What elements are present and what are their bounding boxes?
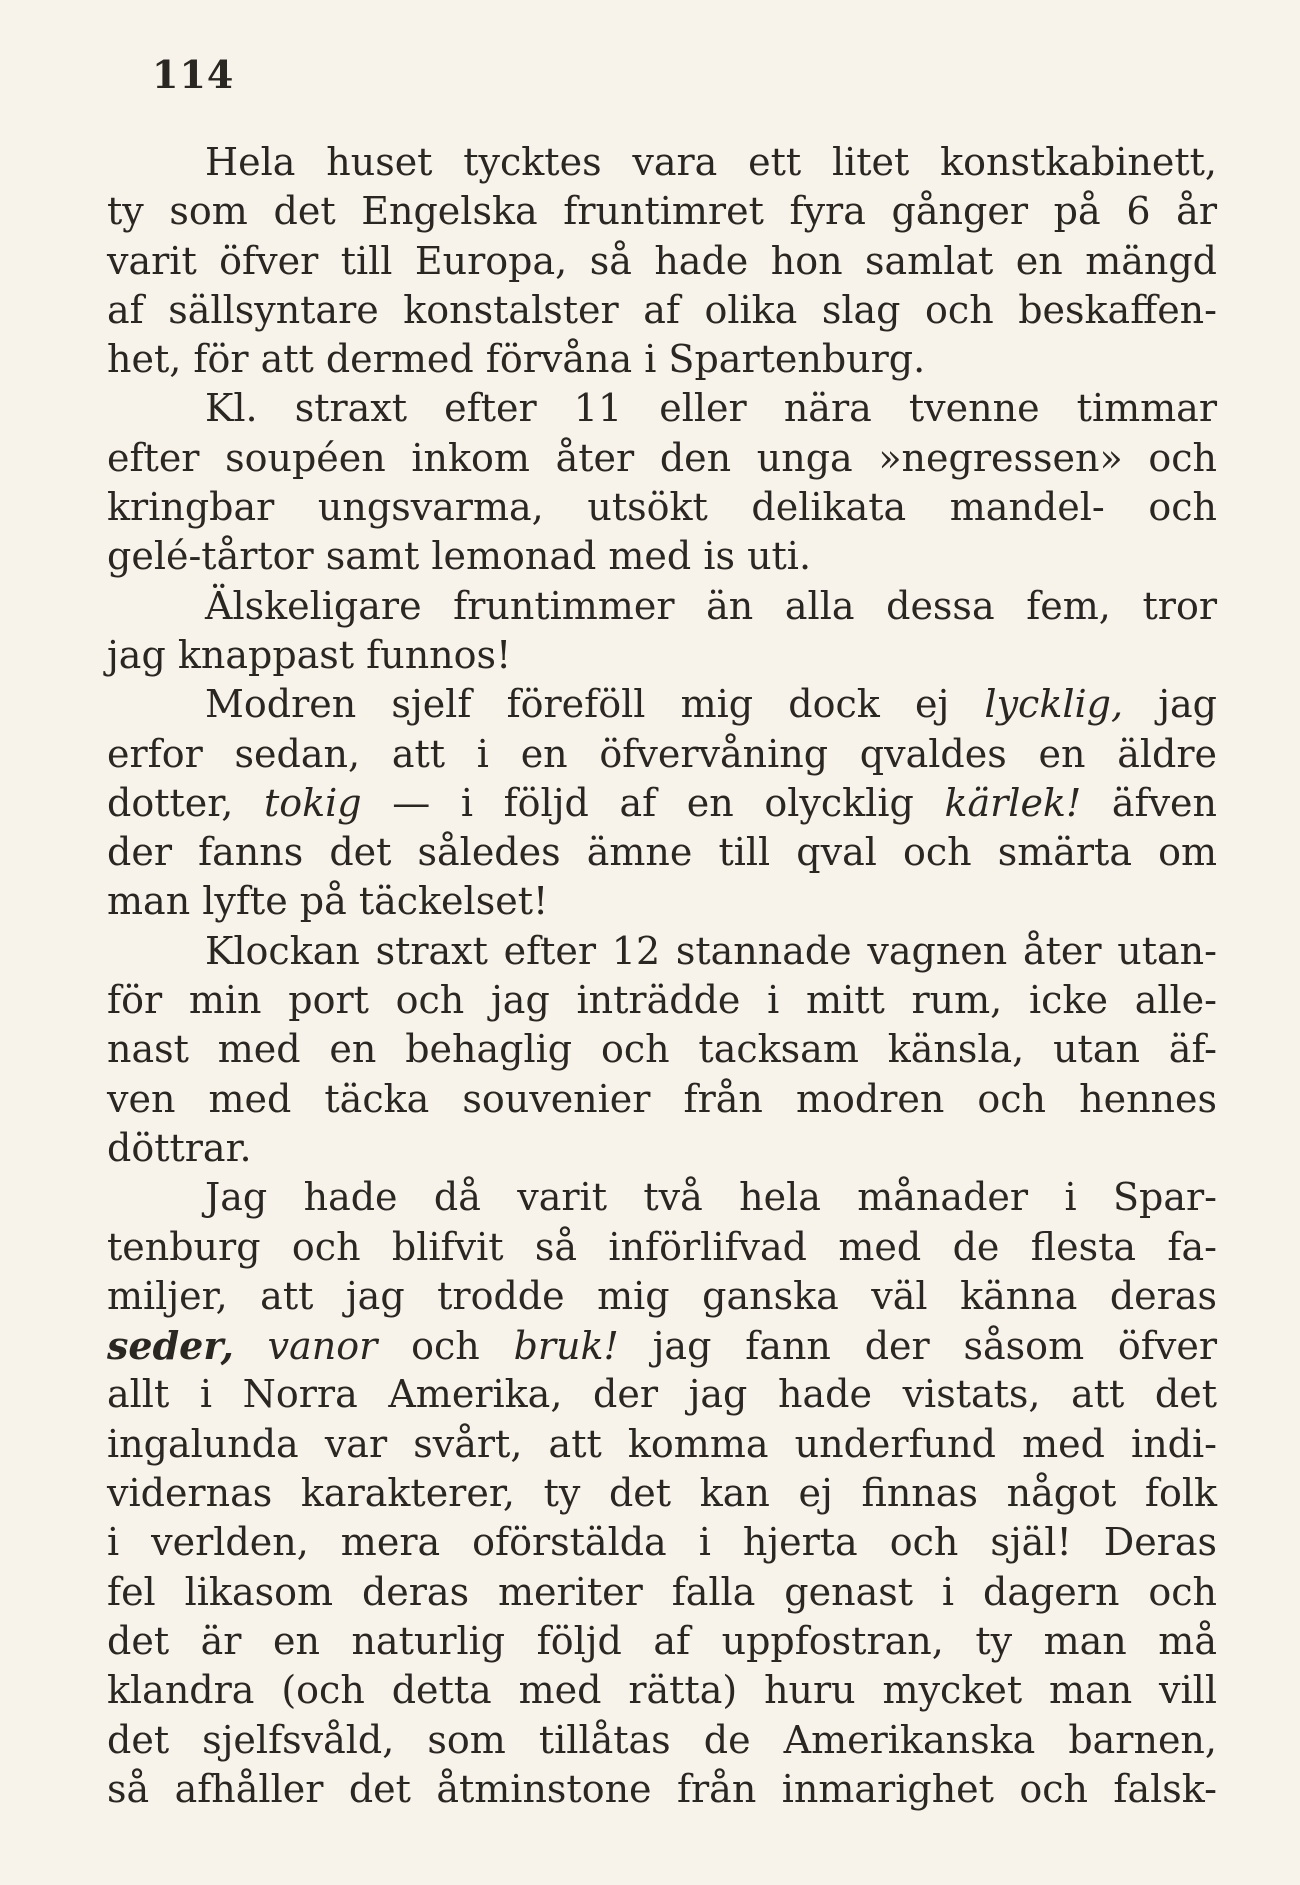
text-line (107, 1173, 1217, 1222)
text-segment: kringbar ungsvarma, utsökt delikata mandel- och (107, 485, 1217, 530)
text-line (107, 335, 1217, 384)
text-segment: varit öfver till Europa, så hade hon samlat en mängd (107, 238, 1217, 283)
text-segment: ingalunda var svårt, att komma underfund med indi- (107, 1421, 1217, 1466)
text-line (107, 1124, 1217, 1173)
text-line (107, 779, 1217, 828)
text-line (107, 434, 1217, 483)
text-line (107, 1666, 1217, 1715)
emphasized-word: lycklig, (984, 682, 1124, 727)
text-line (107, 1716, 1217, 1765)
text-segment: fel likasom deras meriter falla genast i dagern och (107, 1569, 1217, 1614)
text-segment: miljer, att jag trodde mig ganska väl känna deras (107, 1273, 1217, 1318)
text-line (107, 1370, 1217, 1419)
text-segment: jag (1123, 682, 1218, 727)
text-segment: ty som det Engelska fruntimret fyra gånger på 6 år (107, 189, 1217, 234)
text-line (107, 384, 1217, 433)
text-segment: — i följd af en olycklig (361, 780, 945, 825)
text-segment: jag fann der såsom öfver (618, 1324, 1217, 1369)
text-segment: allt i Norra Amerika, der jag hade vistats, att det (107, 1372, 1217, 1417)
text-line (107, 582, 1217, 631)
text-line (107, 1420, 1217, 1469)
text-line (107, 730, 1217, 779)
text-segment: ven med täcka souvenier från modren och hennes (107, 1076, 1217, 1121)
text-segment: och (377, 1324, 514, 1369)
text-line (107, 1223, 1217, 1272)
text-segment: Kl. straxt efter 11 eller nära tvenne timmar (205, 386, 1217, 431)
emphasized-word: tokig (263, 780, 362, 825)
text-line (107, 1075, 1217, 1124)
text-segment: gelé-tårtor samt lemonad med is uti. (107, 534, 812, 579)
text-segment: Älskeligare fruntimmer än alla dessa fem, tror (205, 583, 1217, 628)
text-line (107, 828, 1217, 877)
text-segment: man lyfte på täckelset! (107, 879, 549, 924)
text-segment: Hela huset tycktes vara ett litet konstkabinett, (205, 140, 1217, 184)
text-segment: det är en naturlig följd af uppfostran, ty man må (107, 1618, 1217, 1663)
text-line (107, 187, 1217, 236)
text-segment: efter soupéen inkom åter den unga »negressen» och (107, 435, 1217, 480)
text-line (107, 532, 1217, 581)
text-line (107, 877, 1217, 926)
text-segment: der fanns det således ämne till qval och smärta om (107, 830, 1217, 875)
text-segment: klandra (och detta med rätta) huru mycket man vill (107, 1668, 1217, 1713)
text-line (107, 976, 1217, 1025)
text-segment: af sällsyntare konstalster af olika slag och beskaffen- (107, 287, 1217, 332)
text-line (107, 1321, 1217, 1370)
text-segment: tenburg och blifvit så införlifvad med de flesta fa- (107, 1224, 1217, 1269)
text-segment: Modren sjelf föreföll mig dock ej (205, 682, 985, 727)
text-segment: erfor sedan, att i en öfvervåning qvaldes en äldre (107, 731, 1217, 776)
emphasized-word: kärlek! (944, 780, 1082, 825)
text-segment: i verlden, mera oförstälda i hjerta och själ! Deras (107, 1520, 1217, 1565)
text-line (107, 927, 1217, 976)
text-line (107, 1025, 1217, 1074)
text-line (107, 631, 1217, 680)
emphasized-word: seder, (107, 1323, 234, 1369)
text-line (107, 1568, 1217, 1617)
text-segment: nast med en behaglig och tacksam känsla, utan äf- (107, 1027, 1217, 1072)
text-line (107, 1765, 1217, 1814)
text-segment: jag knappast funnos! (107, 632, 512, 677)
text-segment: så afhåller det åtminstone från inmarighet och falsk- (107, 1766, 1217, 1811)
body-text (107, 138, 1217, 1814)
text-line (107, 286, 1217, 335)
text-segment: vidernas karakterer, ty det kan ej finnas något folk (107, 1471, 1217, 1516)
text-segment (234, 1324, 268, 1368)
emphasized-word: vanor (267, 1324, 378, 1369)
text-line (107, 1617, 1217, 1666)
text-segment: äfven (1081, 780, 1218, 825)
text-segment: het, för att dermed förvåna i Spartenburg. (107, 337, 926, 382)
text-line (107, 237, 1217, 286)
text-segment: Jag hade då varit två hela månader i Spar- (205, 1175, 1217, 1220)
page-number: 114 (152, 52, 235, 97)
text-line (107, 138, 1217, 187)
text-line (107, 483, 1217, 532)
text-line (107, 1469, 1217, 1518)
text-segment: för min port och jag inträdde i mitt rum, icke alle- (107, 978, 1217, 1023)
text-segment: Klockan straxt efter 12 stannade vagnen åter utan- (205, 928, 1217, 973)
emphasized-word: bruk! (513, 1324, 619, 1369)
text-segment: det sjelfsvåld, som tillåtas de Amerikanska barnen, (107, 1717, 1217, 1762)
text-segment: döttrar. (107, 1125, 252, 1170)
text-segment: dotter, (107, 780, 264, 825)
text-line (107, 1518, 1217, 1567)
text-line (107, 1272, 1217, 1321)
text-line (107, 680, 1217, 729)
